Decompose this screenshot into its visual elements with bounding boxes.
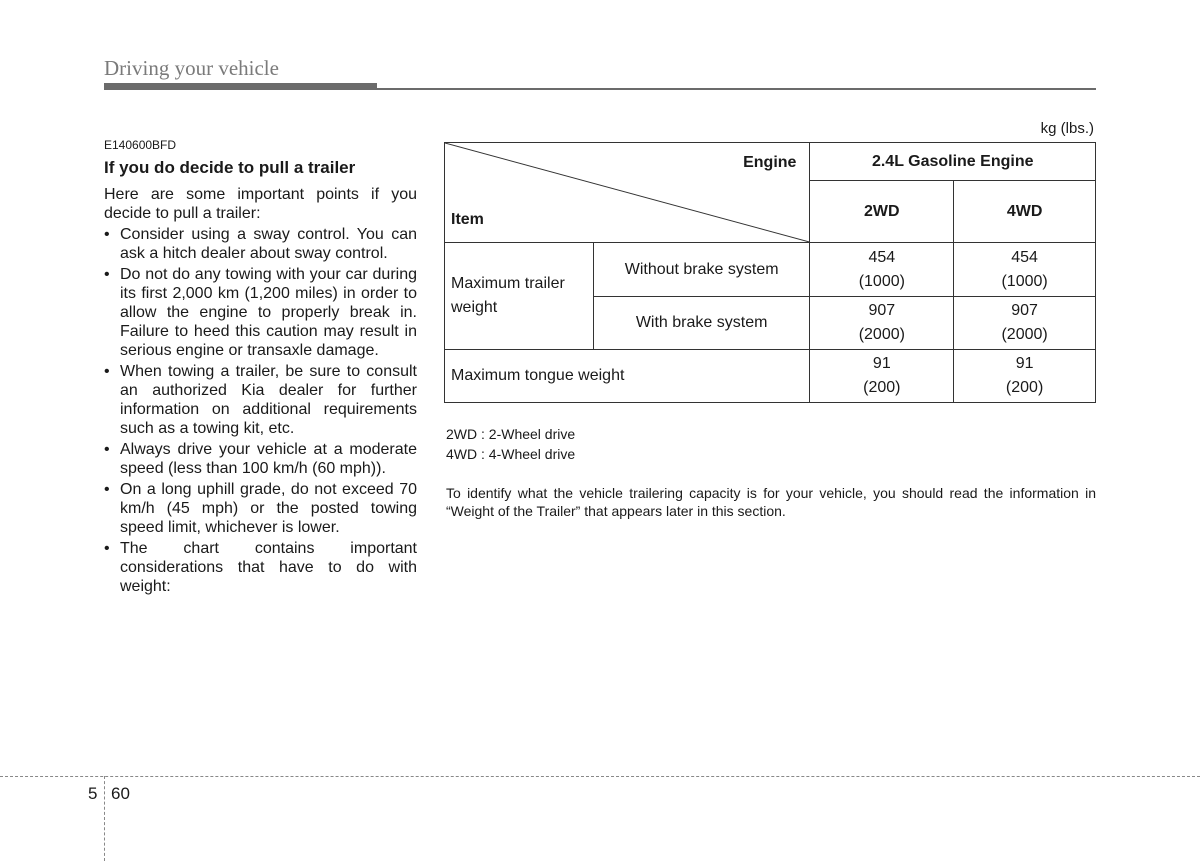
header-rule-thick [104,83,377,90]
with-brake-label: With brake system [593,297,810,350]
table-corner-cell [445,143,810,243]
tongue-weight-label: Maximum tongue weight [445,350,810,403]
bullet-item [104,225,417,263]
with-brake-4wd-value: 907 (2000) [954,297,1096,350]
section-code: E140600BFD [104,138,177,152]
col-header-4wd: 4WD [954,181,1096,243]
bullet-icon: • [104,540,110,557]
abbreviation-notes [446,424,575,464]
bullet-item [104,265,417,360]
col-header-2wd: 2WD [810,181,954,243]
bullet-text: Always drive your vehicle at a moderate speed (less than 100 km/h (60 mph)). [120,441,417,477]
page-number: 60 [111,784,130,803]
bullet-item [104,480,417,537]
bullet-text: Consider using a sway control. You can ask a hitch dealer about sway control. [120,226,417,262]
note-2wd: 2WD : 2-Wheel drive [446,426,576,442]
trailer-weight-table [444,142,1096,403]
bullet-list [104,225,417,596]
bullet-text: When towing a trailer, be sure to consult an authorized Kia dealer for further information on additional requirements such as a towing kit, etc. [120,363,417,437]
with-brake-2wd-value: 907 (2000) [810,297,954,350]
bullet-icon: • [104,266,110,283]
capacity-note-paragraph: To identify what the vehicle trailering capacity is for your vehicle, you should read the information in “Weight of the Trailer” that appears later in this section. [446,485,1096,519]
without-brake-4wd-value: 454 (1000) [954,243,1096,297]
corner-item-label: Item [451,211,484,228]
without-brake-label: Without brake system [593,243,810,297]
bullet-item [104,440,417,478]
bullet-icon: • [104,226,110,243]
chapter-number: 5 [88,784,98,803]
footer-divider [0,776,1200,777]
footer-vertical-divider [104,776,105,861]
bullet-icon: • [104,481,110,498]
bullet-item [104,362,417,438]
without-brake-2wd-value: 454 (1000) [810,243,954,297]
bullet-icon: • [104,441,110,458]
section-heading: If you do decide to pull a trailer [104,158,356,177]
bullet-text: The chart contains important considerations that have to do with weight: [120,540,417,595]
page-header-title: Driving your vehicle [104,56,279,80]
trailer-section [104,138,417,598]
bullet-text: On a long uphill grade, do not exceed 70 km/h (45 mph) or the posted towing speed limit, whichever is lower. [120,481,417,536]
corner-engine-label: Engine [743,154,797,171]
bullet-icon: • [104,363,110,380]
bullet-text: Do not do any towing with your car during its first 2,000 km (1,200 miles) in order to allow the engine to properly break in. Failure to heed this caution may result in serious engine or transaxle damage. [120,266,417,359]
trailer-weight-label: Maximum trailer weight [445,243,594,350]
section-intro: Here are some important points if you decide to pull a trailer: [104,186,417,222]
tongue-4wd-value: 91 (200) [954,350,1096,403]
note-4wd: 4WD : 4-Wheel drive [446,446,576,462]
bullet-item [104,539,417,596]
tongue-2wd-value: 91 (200) [810,350,954,403]
engine-header: 2.4L Gasoline Engine [810,143,1096,181]
table-unit-label: kg (lbs.) [1040,120,1094,137]
header-rule-thin [377,88,1096,90]
